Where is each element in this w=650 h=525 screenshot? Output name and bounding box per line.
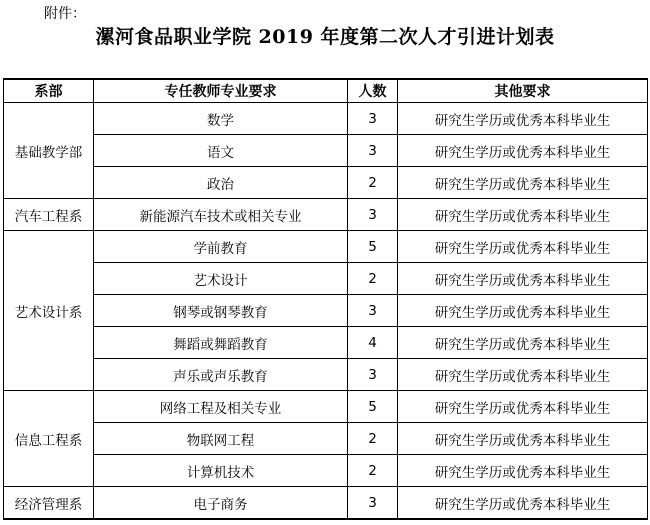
other-cell: 研究生学历或优秀本科毕业生 (398, 167, 648, 199)
count-cell: 3 (348, 295, 398, 327)
major-cell: 电子商务 (94, 487, 348, 520)
department-cell: 经济管理系 (4, 487, 94, 520)
count-cell: 2 (348, 263, 398, 295)
other-cell: 研究生学历或优秀本科毕业生 (398, 359, 648, 391)
header-other-requirements: 其他要求 (398, 79, 648, 103)
count-cell: 5 (348, 391, 398, 423)
table-row (4, 455, 648, 487)
count-cell: 3 (348, 103, 398, 135)
table-row (4, 103, 648, 135)
other-cell: 研究生学历或优秀本科毕业生 (398, 295, 648, 327)
header-headcount: 人数 (348, 79, 398, 103)
other-cell: 研究生学历或优秀本科毕业生 (398, 423, 648, 455)
table-header-row (4, 79, 648, 103)
recruitment-plan-table (3, 78, 648, 520)
other-cell: 研究生学历或优秀本科毕业生 (398, 199, 648, 231)
major-cell: 网络工程及相关专业 (94, 391, 348, 423)
header-major-requirement: 专任教师专业要求 (94, 79, 348, 103)
count-cell: 2 (348, 167, 398, 199)
major-cell: 艺术设计 (94, 263, 348, 295)
other-cell: 研究生学历或优秀本科毕业生 (398, 263, 648, 295)
major-cell: 新能源汽车技术或相关专业 (94, 199, 348, 231)
other-cell: 研究生学历或优秀本科毕业生 (398, 391, 648, 423)
other-cell: 研究生学历或优秀本科毕业生 (398, 135, 648, 167)
table-row (4, 327, 648, 359)
count-cell: 3 (348, 487, 398, 520)
other-cell: 研究生学历或优秀本科毕业生 (398, 455, 648, 487)
count-cell: 5 (348, 231, 398, 263)
table-body (4, 103, 648, 520)
count-cell: 3 (348, 199, 398, 231)
department-cell: 艺术设计系 (4, 231, 94, 391)
count-cell: 3 (348, 135, 398, 167)
department-cell: 基础教学部 (4, 103, 94, 199)
table-row (4, 359, 648, 391)
attachment-label: 附件： (44, 6, 86, 22)
department-cell: 信息工程系 (4, 391, 94, 487)
header-department: 系部 (4, 79, 94, 103)
major-cell: 物联网工程 (94, 423, 348, 455)
table-row (4, 487, 648, 520)
major-cell: 声乐或声乐教育 (94, 359, 348, 391)
table-row (4, 295, 648, 327)
document-title: 漯河食品职业学院 2019 年度第二次人才引进计划表 (95, 26, 555, 48)
table-row (4, 167, 648, 199)
major-cell: 舞蹈或舞蹈教育 (94, 327, 348, 359)
major-cell: 学前教育 (94, 231, 348, 263)
other-cell: 研究生学历或优秀本科毕业生 (398, 487, 648, 520)
major-cell: 数学 (94, 103, 348, 135)
table-row (4, 135, 648, 167)
major-cell: 政治 (94, 167, 348, 199)
table-row (4, 231, 648, 263)
count-cell: 4 (348, 327, 398, 359)
major-cell: 计算机技术 (94, 455, 348, 487)
count-cell: 3 (348, 359, 398, 391)
table-row (4, 263, 648, 295)
table-row (4, 199, 648, 231)
count-cell: 2 (348, 455, 398, 487)
count-cell: 2 (348, 423, 398, 455)
other-cell: 研究生学历或优秀本科毕业生 (398, 231, 648, 263)
other-cell: 研究生学历或优秀本科毕业生 (398, 103, 648, 135)
major-cell: 钢琴或钢琴教育 (94, 295, 348, 327)
table-row (4, 391, 648, 423)
table-row (4, 423, 648, 455)
department-cell: 汽车工程系 (4, 199, 94, 231)
major-cell: 语文 (94, 135, 348, 167)
other-cell: 研究生学历或优秀本科毕业生 (398, 327, 648, 359)
